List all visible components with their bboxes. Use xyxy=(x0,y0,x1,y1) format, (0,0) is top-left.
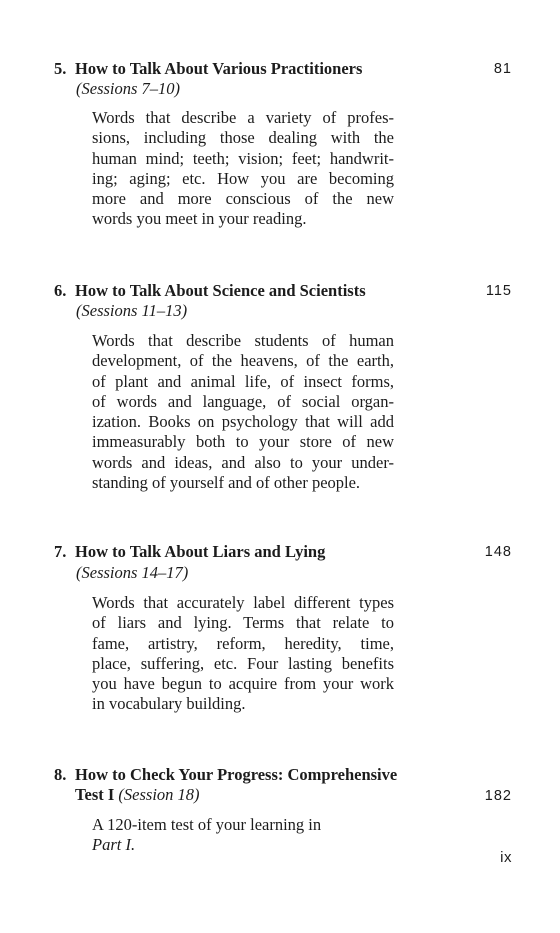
sessions-range: (Sessions 11–13) xyxy=(76,301,188,320)
description-line xyxy=(92,815,412,856)
chapter-title: How to Talk About Liars and Lying xyxy=(75,542,326,561)
chapter-description xyxy=(92,593,394,715)
chapter-number: 6. xyxy=(54,281,67,300)
description-line: immeasurably both to your store of new xyxy=(92,432,394,452)
description-line: standing of yourself and of other people. xyxy=(92,473,361,493)
toc-entry-heading[interactable] xyxy=(54,281,366,301)
chapter-description xyxy=(92,815,412,856)
description-line: Words that describe a variety of profes- xyxy=(92,108,394,127)
description-line: you have begun to acquire from your work xyxy=(92,674,394,694)
sessions-range: (Sessions 14–17) xyxy=(76,563,189,582)
description-line: Words that describe students of human xyxy=(92,331,394,350)
description-line: more and more conscious of the new xyxy=(92,189,394,209)
chapter-title: How to Talk About Various Practitioners xyxy=(75,59,363,78)
description-line: place, suffering, etc. Four lasting benefits xyxy=(92,653,394,673)
toc-entry-heading[interactable] xyxy=(54,765,397,785)
description-line: words and ideas, and also to your under- xyxy=(92,452,394,472)
sessions-range: (Sessions 7–10) xyxy=(76,79,181,98)
toc-entry-heading[interactable] xyxy=(54,59,362,79)
description-line: Words that accurately label different types xyxy=(92,593,394,612)
description-line: human mind; teeth; vision; feet; handwrit- xyxy=(92,148,394,168)
description-line: ization. Books on psychology that will add xyxy=(92,412,394,432)
description-line: of liars and lying. Terms that relate to xyxy=(92,613,394,633)
chapter-number: 8. xyxy=(54,765,67,784)
chapter-title-continued xyxy=(75,785,200,805)
description-text: A 120-item test of your learning in xyxy=(92,815,322,834)
chapter-number: 5. xyxy=(54,59,67,78)
chapter-title-line2: Test I xyxy=(75,785,115,804)
chapter-number: 7. xyxy=(54,542,67,561)
sessions-range: (Session 18) xyxy=(118,785,200,804)
description-line: of plant and animal life, of insect forms, xyxy=(92,371,394,391)
description-line: words you meet in your reading. xyxy=(92,209,307,229)
description-line: sions, including those dealing with the xyxy=(92,128,394,148)
description-line: in vocabulary building. xyxy=(92,694,246,714)
page-number[interactable]: 81 xyxy=(493,61,512,77)
toc-entry-heading[interactable] xyxy=(54,542,325,562)
description-line: development, of the heavens, of the earth, xyxy=(92,351,394,371)
page-number[interactable]: 148 xyxy=(484,544,512,560)
folio-page-number: ix xyxy=(500,849,512,866)
page-number[interactable]: 115 xyxy=(485,283,512,299)
description-line: fame, artistry, reform, heredity, time, xyxy=(92,633,394,653)
chapter-title: How to Check Your Progress: Comprehensive xyxy=(75,765,398,784)
description-line: of words and language, of social organ- xyxy=(92,391,394,411)
page-number[interactable]: 182 xyxy=(484,788,512,804)
chapter-description xyxy=(92,331,394,493)
chapter-description xyxy=(92,108,394,230)
description-emphasis: Part I. xyxy=(92,835,136,855)
description-line: ing; aging; etc. How you are becoming xyxy=(92,168,394,188)
chapter-title: How to Talk About Science and Scientists xyxy=(75,281,366,300)
